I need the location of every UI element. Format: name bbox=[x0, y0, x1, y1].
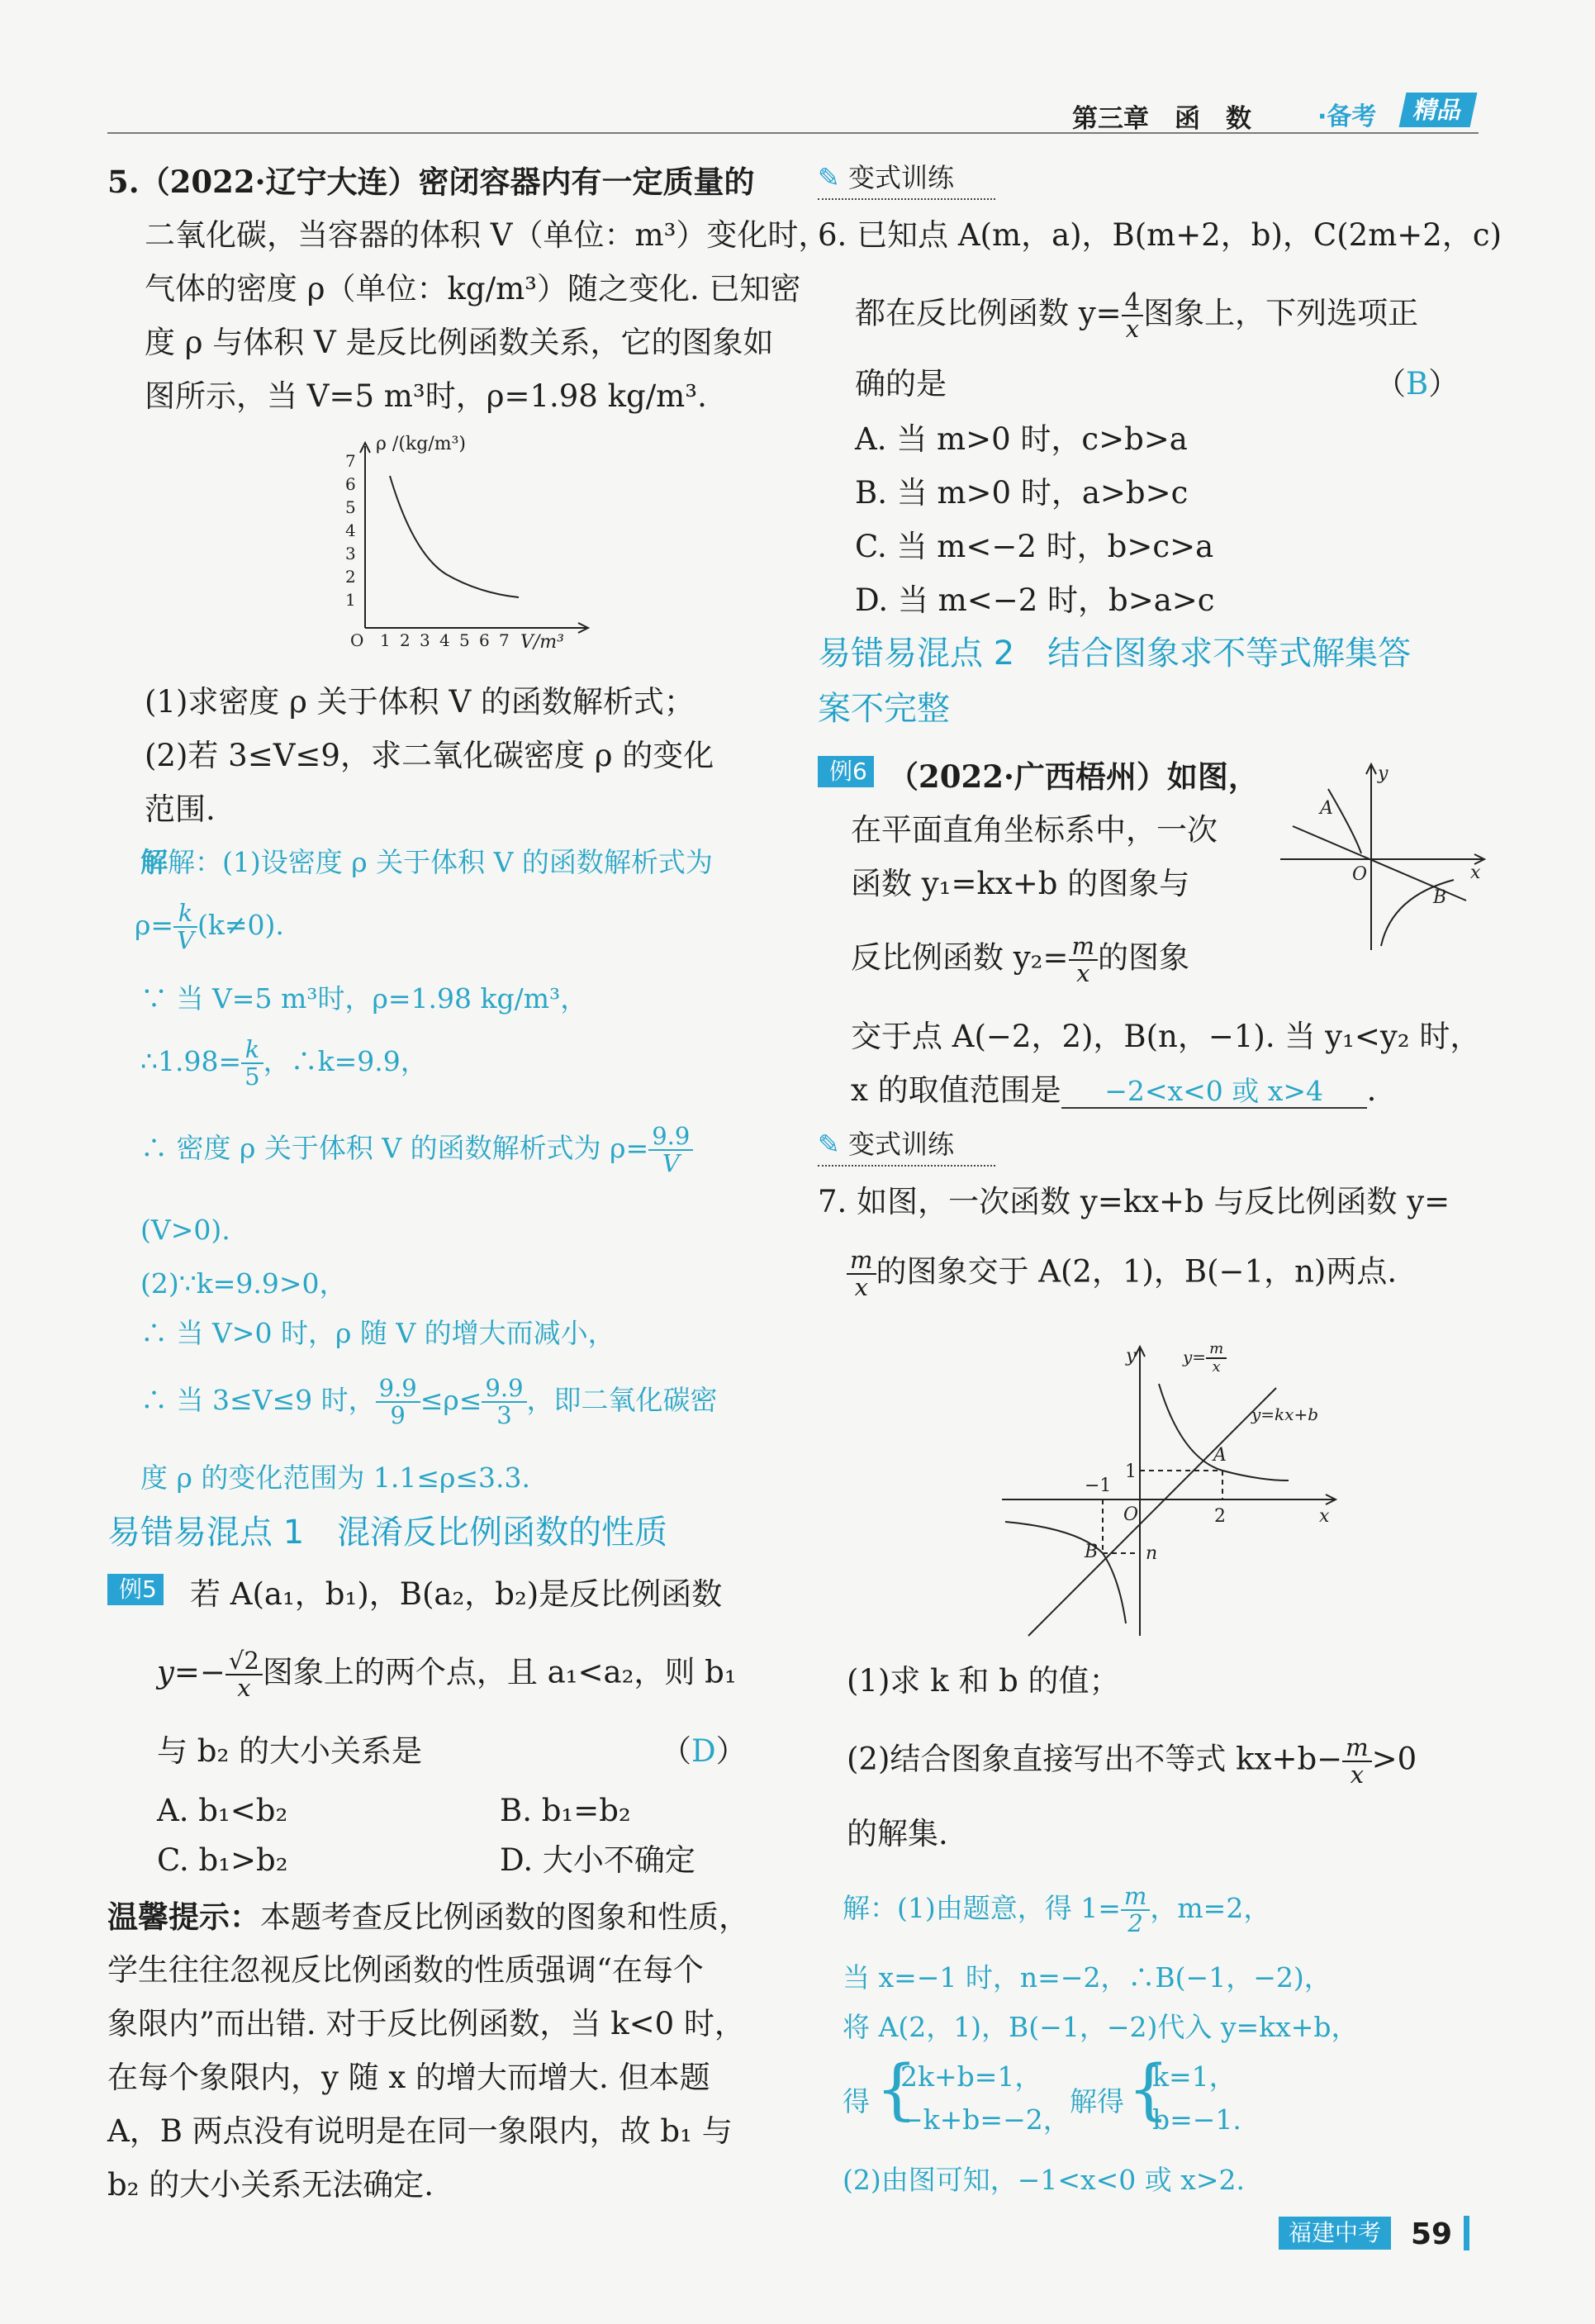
svg-text:2: 2 bbox=[400, 630, 411, 650]
sol7-s2: 当 x=−1 时，n=−2，∴B(−1，−2)， bbox=[843, 1961, 1332, 1994]
ex6-answer: −2<x<0 或 x>4 bbox=[1061, 1076, 1367, 1109]
ex5-option-c: C. b₁>b₂ bbox=[157, 1842, 288, 1878]
q7-part2: (2)结合图象直接写出不等式 kx+b− $\frac{m}{x}$ >0 bbox=[847, 1733, 1417, 1789]
q7-line-label: y=kx+b bbox=[1251, 1404, 1319, 1424]
svg-text:3: 3 bbox=[345, 544, 356, 563]
sol7-s1: 解：(1)由题意，得 1= $\frac{m}{2}$ ，m=2， bbox=[843, 1882, 1271, 1937]
edit-icon: ✎ bbox=[818, 162, 840, 193]
ex6-line4: 反比例函数 y₂= $\frac{m}{x}$ 的图象 bbox=[851, 932, 1189, 987]
ex6-line6: x 的取值范围是 −2<x<0 或 x>4 . bbox=[851, 1072, 1377, 1108]
svg-text:2: 2 bbox=[345, 567, 356, 587]
svg-text:4: 4 bbox=[345, 520, 356, 540]
svg-text:1: 1 bbox=[1125, 1461, 1137, 1482]
ex5-line2: y=− $\frac{√2}{x}$ 图象上的两个点，且 a₁<a₂，则 b₁ bbox=[157, 1647, 737, 1702]
svg-text:1: 1 bbox=[345, 590, 356, 610]
pitfall-1-heading: 易错易混点 1 混淆反比例函数的性质 bbox=[107, 1514, 668, 1552]
example-6-tag: 例6 bbox=[818, 756, 874, 787]
q5-line2: 二氧化碳，当容器的体积 V（单位：m³）变化时， bbox=[145, 217, 829, 253]
svg-text:4: 4 bbox=[439, 630, 450, 650]
svg-text:5: 5 bbox=[459, 630, 470, 650]
svg-text:7: 7 bbox=[345, 451, 356, 471]
footer-bar bbox=[1464, 2216, 1469, 2250]
variant-1-heading: ✎ 变式训练 bbox=[818, 157, 995, 200]
ex5-answer: D bbox=[691, 1733, 716, 1769]
q6-option-b: B. 当 m>0 时，a>b>c bbox=[855, 475, 1189, 511]
ex6-line2: 在平面直角坐标系中，一次 bbox=[851, 812, 1218, 848]
sol5-s6: (V>0). bbox=[140, 1214, 230, 1246]
svg-text:x: x bbox=[1470, 863, 1481, 883]
chapter-title: 第三章 函 数 bbox=[1072, 104, 1251, 134]
q5-part2b: 范围. bbox=[145, 791, 216, 827]
q6-answer: B bbox=[1406, 366, 1429, 402]
sol5-s2: ρ= $\frac{k}{V}$ (k≠0). bbox=[135, 899, 284, 954]
brand-prefix: ·备考 bbox=[1317, 102, 1377, 131]
svg-text:B: B bbox=[1085, 1542, 1099, 1562]
q6-line2: 都在反比例函数 y= $\frac{4}{x}$ 图象上，下列选项正 bbox=[855, 288, 1419, 343]
svg-text:O: O bbox=[1123, 1504, 1139, 1525]
header-rule bbox=[107, 132, 1479, 134]
sol5-s5: ∴ 密度 ρ 关于体积 V 的函数解析式为 ρ= $\frac{9.9}{V}$ bbox=[140, 1124, 693, 1176]
q5-line5: 图所示，当 V=5 m³时，ρ=1.98 kg/m³. bbox=[145, 378, 707, 414]
footer-brand: 福建中考 bbox=[1279, 2217, 1391, 2250]
q7-line2: $\frac{m}{x}$ 的图象交于 A(2，1)，B(−1，n)两点. bbox=[847, 1248, 1397, 1300]
svg-text:y: y bbox=[1378, 763, 1389, 784]
tip-line2: 学生往往忽视反比例函数的性质强调“在每个 bbox=[107, 1952, 704, 1988]
ex5-option-b: B. b₁=b₂ bbox=[500, 1793, 631, 1828]
q7-curve-label: y= $\frac{m}{x}$ bbox=[1183, 1341, 1227, 1376]
ex5-line3: 与 b₂ 的大小关系是 bbox=[157, 1733, 423, 1769]
q6-line1: 6. 已知点 A(m，a)，B(m+2，b)，C(2m+2，c) bbox=[818, 217, 1502, 253]
q5-part2a: (2)若 3≤V≤9，求二氧化碳密度 ρ 的变化 bbox=[145, 738, 714, 773]
sol5-s4: ∴1.98= $\frac{k}{5}$ ，∴k=9.9， bbox=[140, 1035, 428, 1091]
variant-2-heading: ✎ 变式训练 bbox=[818, 1124, 995, 1167]
page-number: 59 bbox=[1411, 2217, 1453, 2251]
density-xlabel: V/m³ bbox=[520, 632, 564, 653]
example-5-tag: 例5 bbox=[107, 1574, 164, 1605]
tip-line5: A，B 两点没有说明是在同一象限内，故 b₁ 与 bbox=[107, 2113, 733, 2149]
svg-text:A: A bbox=[1213, 1445, 1227, 1466]
sol5-s9: ∴ 当 3≤V≤9 时， $\frac{9.9}{9}$ ≤ρ≤ $\frac{9.9}{3}$ ，即二氧化碳密 bbox=[140, 1374, 718, 1429]
tip-line1: 温馨提示：本题考查反比例函数的图象和性质， bbox=[107, 1899, 749, 1935]
svg-text:−1: −1 bbox=[1085, 1476, 1112, 1496]
example-6-graph bbox=[1272, 756, 1495, 958]
tip-line6: b₂ 的大小关系无法确定. bbox=[107, 2167, 434, 2203]
q7-part1: (1)求 k 和 b 的值； bbox=[847, 1663, 1120, 1699]
q7-line1: 7. 如图，一次函数 y=kx+b 与反比例函数 y= bbox=[818, 1184, 1450, 1219]
q6-option-c: C. 当 m<−2 时，b>c>a bbox=[855, 529, 1214, 564]
svg-text:O: O bbox=[1352, 864, 1368, 885]
brand-badge: 精品 bbox=[1399, 93, 1478, 127]
sol5-s1: 解解：(1)设密度 ρ 关于体积 V 的函数解析式为 bbox=[140, 846, 713, 878]
sol5-s10: 度 ρ 的变化范围为 1.1≤ρ≤3.3. bbox=[140, 1461, 531, 1494]
svg-text:5: 5 bbox=[345, 497, 356, 517]
svg-text:1: 1 bbox=[380, 630, 391, 650]
q7-part2b: 的解集. bbox=[847, 1816, 948, 1851]
density-ylabel: ρ /(kg/m³) bbox=[376, 434, 467, 454]
q5-part1: (1)求密度 ρ 关于体积 V 的函数解析式； bbox=[145, 684, 695, 720]
sol5-s8: ∴ 当 V>0 时，ρ 随 V 的增大而减小， bbox=[140, 1317, 615, 1349]
sol5-s3: ∵ 当 V=5 m³时，ρ=1.98 kg/m³， bbox=[140, 982, 588, 1015]
sol5-s7: (2)∵k=9.9>0， bbox=[140, 1267, 347, 1300]
q6-option-d: D. 当 m<−2 时，b>a>c bbox=[855, 582, 1215, 618]
ex5-option-a: A. b₁<b₂ bbox=[157, 1793, 288, 1828]
q5-line1: 5.（2022·辽宁大连）密闭容器内有一定质量的 bbox=[107, 164, 755, 200]
q5-line4: 度 ρ 与体积 V 是反比例函数关系，它的图象如 bbox=[145, 325, 774, 360]
svg-text:6: 6 bbox=[479, 630, 490, 650]
svg-text:n: n bbox=[1146, 1543, 1158, 1564]
pitfall-2-heading-line2: 案不完整 bbox=[818, 690, 950, 728]
ex6-line5: 交于点 A(−2，2)，B(n，−1). 当 y₁<y₂ 时， bbox=[851, 1019, 1481, 1054]
svg-text:B: B bbox=[1433, 887, 1447, 908]
q6-option-a: A. 当 m>0 时，c>b>a bbox=[855, 421, 1188, 457]
ex5-line1: 若 A(a₁，b₁)，B(a₂，b₂)是反比例函数 bbox=[190, 1576, 723, 1612]
q6-line3: 确的是 bbox=[855, 366, 947, 402]
svg-text:2: 2 bbox=[1214, 1506, 1226, 1527]
svg-text:O: O bbox=[350, 630, 364, 650]
ex5-answer-paren: （D） bbox=[661, 1733, 747, 1769]
svg-text:y: y bbox=[1126, 1346, 1137, 1366]
svg-text:3: 3 bbox=[420, 630, 430, 650]
tip-line4: 在每个象限内，y 随 x 的增大而增大. 但本题 bbox=[107, 2060, 710, 2095]
svg-text:A: A bbox=[1320, 798, 1333, 819]
ex5-option-d: D. 大小不确定 bbox=[500, 1842, 695, 1878]
sol7-s3: 将 A(2，1)，B(−1，−2)代入 y=kx+b， bbox=[843, 2011, 1359, 2043]
q5-line3: 气体的密度 ρ（单位：kg/m³）随之变化. 已知密 bbox=[145, 271, 801, 307]
svg-text:6: 6 bbox=[345, 474, 356, 494]
density-graph bbox=[339, 430, 603, 661]
edit-icon: ✎ bbox=[818, 1129, 840, 1160]
question-7-graph bbox=[995, 1338, 1342, 1644]
q6-answer-paren: （B） bbox=[1375, 366, 1460, 402]
svg-text:7: 7 bbox=[499, 630, 510, 650]
pitfall-2-heading-line1: 易错易混点 2 结合图象求不等式解集答 bbox=[818, 634, 1412, 672]
ex6-line3: 函数 y₁=kx+b 的图象与 bbox=[851, 866, 1190, 901]
tip-line3: 象限内”而出错. 对于反比例函数，当 k<0 时， bbox=[107, 2006, 745, 2041]
sol7-s5: (2)由图可知，−1<x<0 或 x>2. bbox=[843, 2164, 1246, 2196]
svg-text:x: x bbox=[1319, 1506, 1330, 1527]
ex6-line1: （2022·广西梧州）如图， bbox=[888, 758, 1259, 795]
